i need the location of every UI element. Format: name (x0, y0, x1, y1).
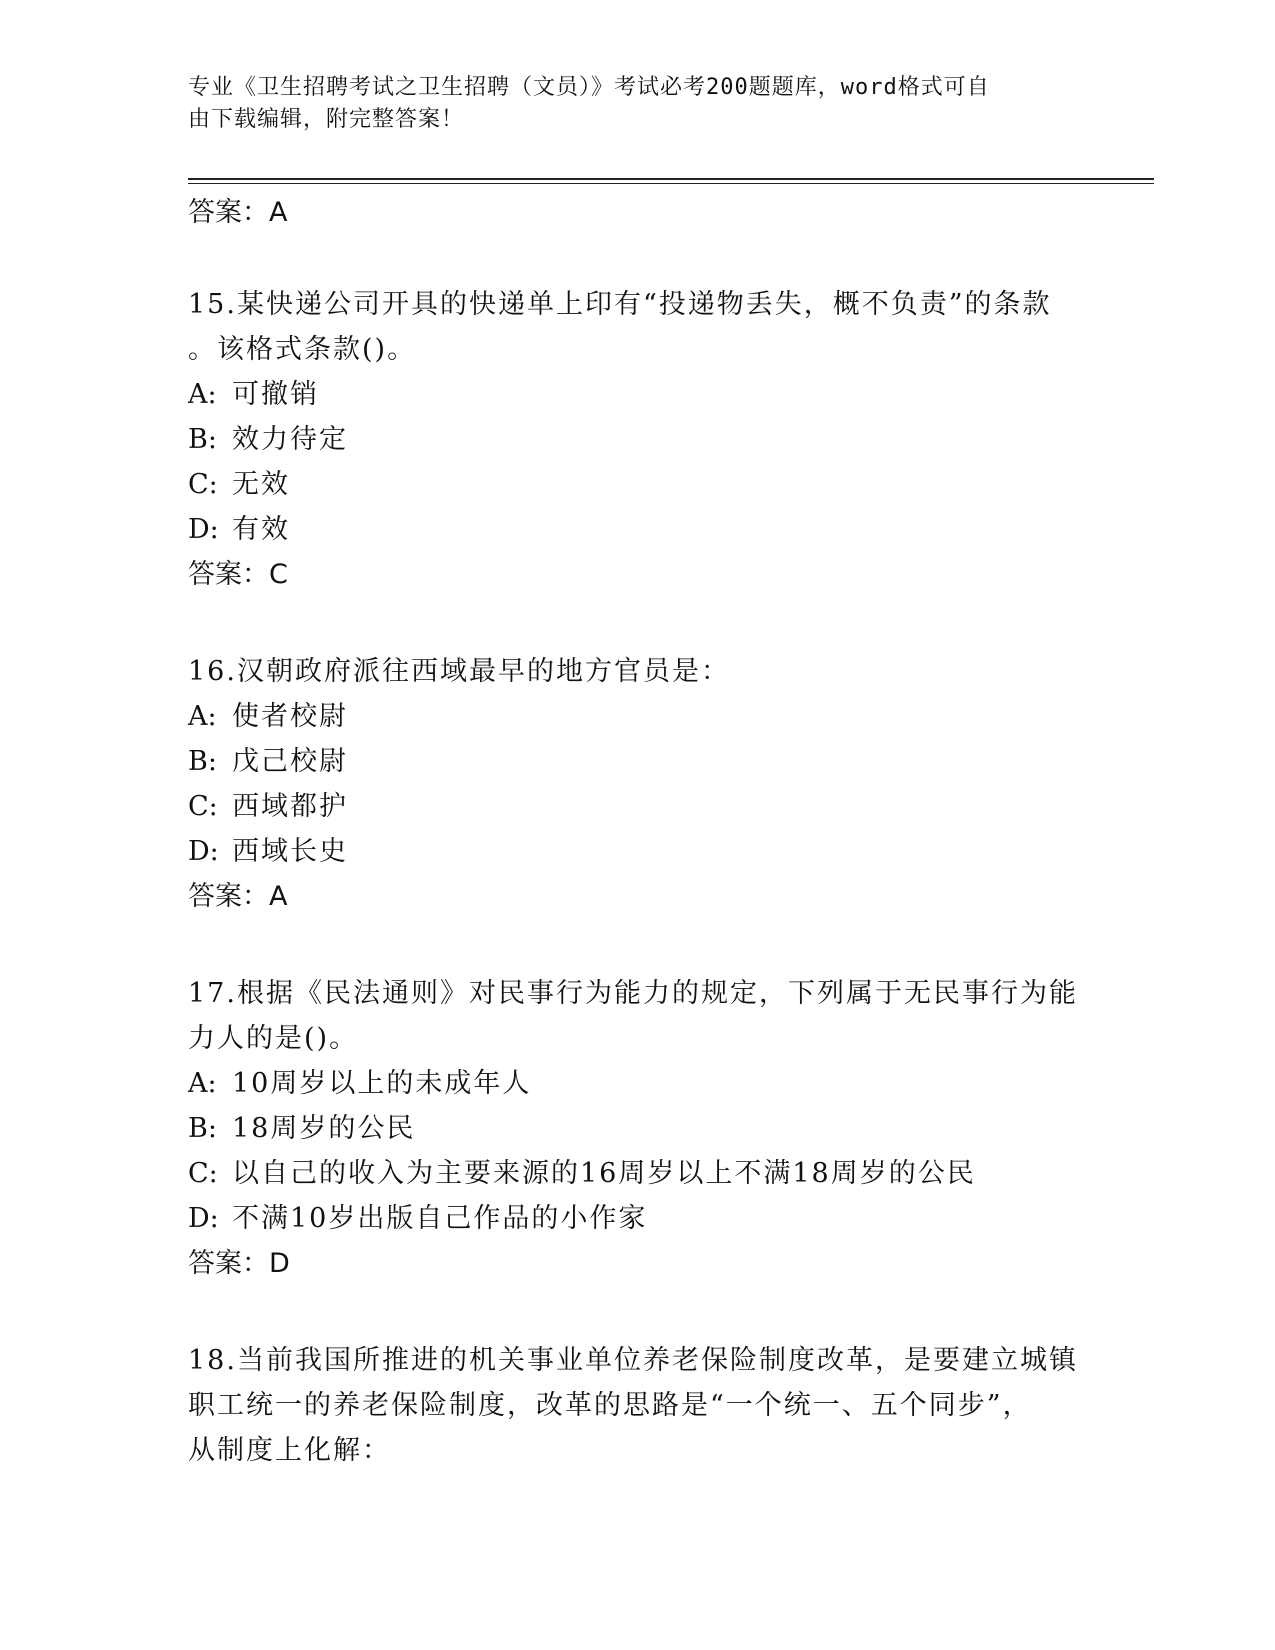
option-key: B: (188, 1113, 217, 1144)
stem-line: 从制度上化解： (188, 1435, 391, 1466)
option-b (188, 739, 1088, 784)
header-divider-thin (188, 183, 1154, 184)
stem-line: 。该格式条款()。 (188, 334, 417, 365)
option-text: 戊己校尉 (232, 746, 348, 777)
option-key: A: (188, 701, 217, 732)
answer-label: 答案：C (188, 559, 288, 590)
stem-line: 力人的是()。 (188, 1023, 359, 1054)
option-b (188, 417, 1088, 462)
option-c (188, 784, 1088, 829)
stem-line: 16.汉朝政府派往西域最早的地方官员是： (188, 656, 730, 687)
option-key: B: (188, 424, 217, 455)
header-line-1: 专业《卫生招聘考试之卫生招聘（文员）》考试必考200题题库，word格式可自 (188, 75, 990, 100)
option-key: C: (188, 791, 218, 822)
option-text: 无效 (232, 469, 290, 500)
question-17 (188, 971, 1088, 1286)
option-key: A: (188, 1068, 217, 1099)
option-a (188, 694, 1088, 739)
option-d (188, 1196, 1088, 1241)
option-key: D: (188, 514, 219, 545)
option-text: 有效 (232, 514, 290, 545)
option-text: 不满10岁出版自己作品的小作家 (232, 1203, 648, 1234)
option-text: 以自己的收入为主要来源的16周岁以上不满18周岁的公民 (232, 1158, 976, 1189)
option-key: B: (188, 746, 217, 777)
answer-label: 答案：A (188, 881, 288, 912)
question-stem (188, 282, 1088, 372)
option-c (188, 462, 1088, 507)
question-stem (188, 1338, 1088, 1473)
header-divider (188, 178, 1154, 180)
stem-line: 17.根据《民法通则》对民事行为能力的规定，下列属于无民事行为能 (188, 978, 1078, 1009)
question-list (188, 192, 1088, 1473)
option-key: C: (188, 1158, 218, 1189)
stem-line: 18.当前我国所推进的机关事业单位养老保险制度改革，是要建立城镇 (188, 1345, 1078, 1376)
document-header (188, 72, 1068, 136)
answer-label: 答案：D (188, 1248, 290, 1279)
question-stem (188, 649, 1088, 694)
option-key: A: (188, 379, 217, 410)
option-text: 可撤销 (232, 379, 319, 410)
question-15 (188, 282, 1088, 597)
stem-line: 职工统一的养老保险制度，改革的思路是“一个统一、五个同步”， (188, 1390, 1032, 1421)
header-line-2: 由下载编辑，附完整答案！ (188, 107, 465, 132)
option-key: D: (188, 1203, 219, 1234)
option-text: 西域都护 (232, 791, 348, 822)
option-text: 使者校尉 (232, 701, 348, 732)
option-a (188, 372, 1088, 417)
question-18 (188, 1338, 1088, 1473)
option-text: 西域长史 (232, 836, 348, 867)
option-d (188, 829, 1088, 874)
option-b (188, 1106, 1088, 1151)
option-text: 18周岁的公民 (232, 1113, 416, 1144)
answer-label: 答案：A (188, 197, 288, 228)
question-stem (188, 971, 1088, 1061)
option-c (188, 1151, 1088, 1196)
question-16 (188, 649, 1088, 919)
option-key: D: (188, 836, 219, 867)
option-d (188, 507, 1088, 552)
stem-line: 15.某快递公司开具的快递单上印有“投递物丢失，概不负责”的条款 (188, 289, 1052, 320)
option-key: C: (188, 469, 218, 500)
option-text: 10周岁以上的未成年人 (232, 1068, 532, 1099)
option-text: 效力待定 (232, 424, 348, 455)
option-a (188, 1061, 1088, 1106)
